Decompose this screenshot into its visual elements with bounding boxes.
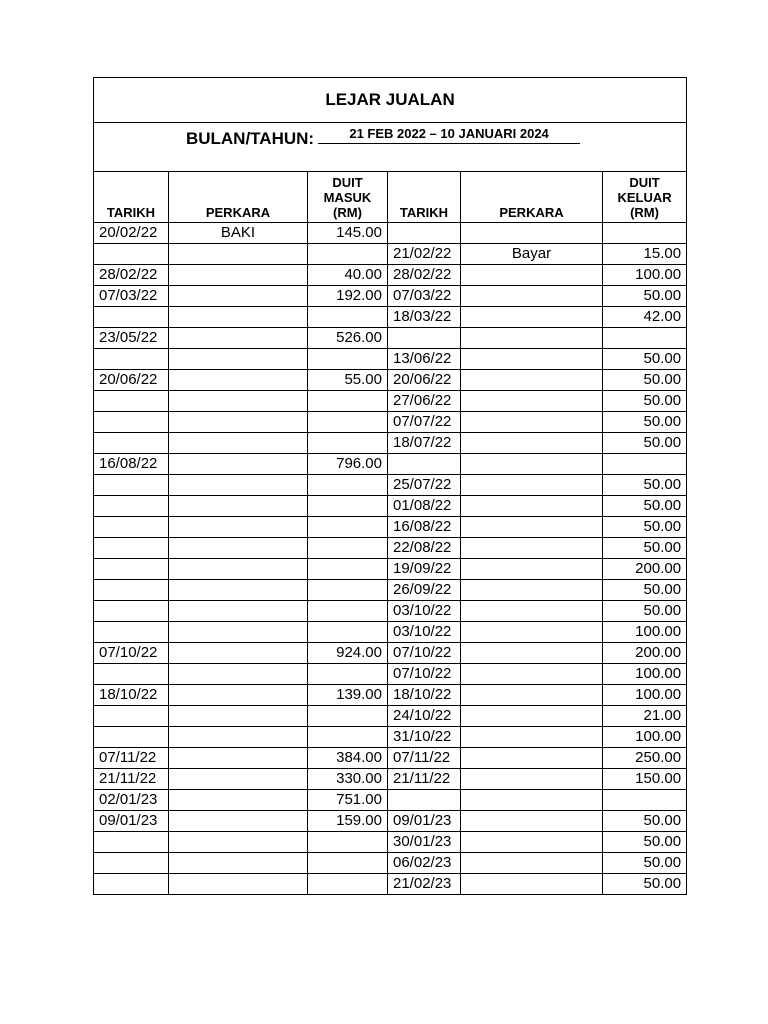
out-date-cell: 06/02/23 (388, 853, 461, 874)
period-value: 21 FEB 2022 – 10 JANUARI 2024 (318, 127, 580, 144)
table-row (94, 307, 687, 328)
page-title: LEJAR JUALAN (94, 78, 687, 123)
table-row (94, 685, 687, 706)
header-out-amount: DUIT KELUAR (RM) (603, 172, 687, 223)
out-amount-cell: 50.00 (603, 580, 687, 601)
in-amount-cell: 145.00 (308, 223, 388, 244)
table-row (94, 223, 687, 244)
in-item-cell (169, 454, 308, 475)
in-amount-cell (308, 391, 388, 412)
table-row (94, 265, 687, 286)
table-row (94, 811, 687, 832)
out-amount-cell: 200.00 (603, 643, 687, 664)
in-date-cell: 20/02/22 (94, 223, 169, 244)
out-amount-cell: 250.00 (603, 748, 687, 769)
in-item-cell (169, 328, 308, 349)
out-amount-cell: 100.00 (603, 622, 687, 643)
out-date-cell: 31/10/22 (388, 727, 461, 748)
in-amount-cell (308, 832, 388, 853)
in-date-cell (94, 853, 169, 874)
out-item-cell (461, 265, 603, 286)
out-date-cell: 21/02/23 (388, 874, 461, 895)
in-item-cell (169, 349, 308, 370)
out-item-cell (461, 412, 603, 433)
table-row (94, 538, 687, 559)
in-amount-cell: 526.00 (308, 328, 388, 349)
in-item-cell (169, 685, 308, 706)
out-item-cell (461, 223, 603, 244)
in-item-cell (169, 433, 308, 454)
in-item-cell (169, 307, 308, 328)
in-date-cell: 20/06/22 (94, 370, 169, 391)
in-amount-cell (308, 244, 388, 265)
out-date-cell (388, 328, 461, 349)
out-item-cell (461, 580, 603, 601)
header-in-amount: DUIT MASUK (RM) (308, 172, 388, 223)
in-item-cell (169, 496, 308, 517)
in-amount-cell (308, 580, 388, 601)
out-amount-cell: 200.00 (603, 559, 687, 580)
table-row (94, 664, 687, 685)
out-date-cell: 07/07/22 (388, 412, 461, 433)
out-item-cell (461, 874, 603, 895)
out-date-cell: 07/10/22 (388, 643, 461, 664)
out-item-cell (461, 307, 603, 328)
in-item-cell (169, 622, 308, 643)
in-date-cell (94, 349, 169, 370)
out-amount-cell: 50.00 (603, 517, 687, 538)
table-row (94, 874, 687, 895)
in-item-cell (169, 475, 308, 496)
table-row (94, 475, 687, 496)
out-amount-cell (603, 328, 687, 349)
table-row (94, 412, 687, 433)
table-row (94, 706, 687, 727)
in-date-cell: 23/05/22 (94, 328, 169, 349)
ledger-body (94, 78, 687, 895)
out-item-cell (461, 622, 603, 643)
in-item-cell (169, 790, 308, 811)
in-item-cell (169, 538, 308, 559)
out-date-cell: 07/11/22 (388, 748, 461, 769)
sales-ledger-table (93, 77, 687, 895)
out-date-cell: 27/06/22 (388, 391, 461, 412)
out-item-cell (461, 496, 603, 517)
in-item-cell (169, 643, 308, 664)
table-row (94, 727, 687, 748)
in-date-cell (94, 517, 169, 538)
in-amount-cell: 139.00 (308, 685, 388, 706)
out-date-cell: 25/07/22 (388, 475, 461, 496)
out-amount-cell: 50.00 (603, 853, 687, 874)
out-date-cell: 13/06/22 (388, 349, 461, 370)
title-row (94, 78, 687, 123)
table-row (94, 622, 687, 643)
in-item-cell (169, 727, 308, 748)
out-amount-cell: 50.00 (603, 832, 687, 853)
out-date-cell: 01/08/22 (388, 496, 461, 517)
out-item-cell (461, 853, 603, 874)
out-date-cell: 03/10/22 (388, 622, 461, 643)
table-row (94, 370, 687, 391)
out-item-cell (461, 601, 603, 622)
in-amount-cell: 796.00 (308, 454, 388, 475)
in-item-cell (169, 853, 308, 874)
out-item-cell (461, 517, 603, 538)
out-item-cell (461, 748, 603, 769)
out-item-cell (461, 664, 603, 685)
out-date-cell: 18/07/22 (388, 433, 461, 454)
out-amount-cell: 50.00 (603, 412, 687, 433)
out-amount-cell: 150.00 (603, 769, 687, 790)
out-item-cell (461, 538, 603, 559)
table-row (94, 433, 687, 454)
in-amount-cell (308, 412, 388, 433)
out-date-cell: 28/02/22 (388, 265, 461, 286)
in-item-cell (169, 286, 308, 307)
in-amount-cell: 40.00 (308, 265, 388, 286)
in-item-cell (169, 874, 308, 895)
out-date-cell (388, 790, 461, 811)
in-date-cell (94, 874, 169, 895)
in-amount-cell: 924.00 (308, 643, 388, 664)
in-item-cell (169, 412, 308, 433)
in-date-cell (94, 475, 169, 496)
out-amount-cell: 50.00 (603, 349, 687, 370)
in-amount-cell (308, 433, 388, 454)
out-date-cell: 26/09/22 (388, 580, 461, 601)
period-label: BULAN/TAHUN: (185, 129, 315, 148)
in-date-cell (94, 601, 169, 622)
table-row (94, 748, 687, 769)
in-amount-cell (308, 559, 388, 580)
out-amount-cell: 50.00 (603, 496, 687, 517)
in-amount-cell (308, 601, 388, 622)
out-item-cell (461, 475, 603, 496)
in-item-cell (169, 748, 308, 769)
in-item-cell (169, 811, 308, 832)
in-amount-cell (308, 622, 388, 643)
in-date-cell: 07/11/22 (94, 748, 169, 769)
out-amount-cell: 50.00 (603, 475, 687, 496)
out-amount-cell: 50.00 (603, 433, 687, 454)
in-amount-cell: 192.00 (308, 286, 388, 307)
in-date-cell (94, 496, 169, 517)
out-item-cell (461, 370, 603, 391)
table-row (94, 328, 687, 349)
out-amount-cell: 21.00 (603, 706, 687, 727)
out-amount-cell (603, 454, 687, 475)
out-amount-cell: 50.00 (603, 874, 687, 895)
out-item-cell (461, 328, 603, 349)
out-date-cell (388, 454, 461, 475)
out-date-cell: 19/09/22 (388, 559, 461, 580)
out-amount-cell: 50.00 (603, 286, 687, 307)
in-date-cell (94, 664, 169, 685)
in-amount-cell: 55.00 (308, 370, 388, 391)
out-amount-cell: 15.00 (603, 244, 687, 265)
in-amount-cell (308, 307, 388, 328)
out-amount-cell: 50.00 (603, 391, 687, 412)
header-out-item: PERKARA (461, 172, 603, 223)
out-date-cell: 20/06/22 (388, 370, 461, 391)
table-row (94, 853, 687, 874)
out-item-cell (461, 349, 603, 370)
table-row (94, 496, 687, 517)
out-date-cell: 07/03/22 (388, 286, 461, 307)
out-item-cell (461, 811, 603, 832)
out-date-cell: 18/10/22 (388, 685, 461, 706)
out-date-cell: 03/10/22 (388, 601, 461, 622)
table-row (94, 559, 687, 580)
in-item-cell (169, 265, 308, 286)
out-item-cell (461, 433, 603, 454)
period-cell (94, 123, 687, 172)
in-item-cell (169, 832, 308, 853)
out-item-cell (461, 454, 603, 475)
out-amount-cell: 50.00 (603, 370, 687, 391)
out-item-cell (461, 286, 603, 307)
table-row (94, 643, 687, 664)
table-row (94, 391, 687, 412)
in-item-cell (169, 580, 308, 601)
in-item-cell (169, 706, 308, 727)
in-amount-cell: 330.00 (308, 769, 388, 790)
out-date-cell: 30/01/23 (388, 832, 461, 853)
in-amount-cell (308, 853, 388, 874)
in-amount-cell: 159.00 (308, 811, 388, 832)
out-item-cell (461, 790, 603, 811)
table-row (94, 454, 687, 475)
out-amount-cell: 50.00 (603, 811, 687, 832)
out-date-cell: 07/10/22 (388, 664, 461, 685)
in-date-cell (94, 706, 169, 727)
out-item-cell (461, 559, 603, 580)
in-date-cell (94, 727, 169, 748)
in-item-cell (169, 559, 308, 580)
in-date-cell: 07/10/22 (94, 643, 169, 664)
table-row (94, 832, 687, 853)
header-out-date: TARIKH (388, 172, 461, 223)
in-item-cell (169, 391, 308, 412)
in-date-cell (94, 307, 169, 328)
out-amount-cell: 50.00 (603, 601, 687, 622)
in-item-cell (169, 664, 308, 685)
out-amount-cell: 100.00 (603, 727, 687, 748)
table-row (94, 244, 687, 265)
header-in-item: PERKARA (169, 172, 308, 223)
table-row (94, 349, 687, 370)
out-date-cell: 22/08/22 (388, 538, 461, 559)
in-item-cell (169, 769, 308, 790)
out-amount-cell (603, 223, 687, 244)
out-item-cell: Bayar (461, 244, 603, 265)
out-date-cell (388, 223, 461, 244)
in-amount-cell (308, 496, 388, 517)
out-item-cell (461, 391, 603, 412)
out-amount-cell: 100.00 (603, 664, 687, 685)
in-date-cell (94, 559, 169, 580)
out-amount-cell: 42.00 (603, 307, 687, 328)
in-item-cell (169, 370, 308, 391)
in-amount-cell (308, 706, 388, 727)
period-row (94, 123, 687, 172)
out-item-cell (461, 769, 603, 790)
out-item-cell (461, 706, 603, 727)
in-date-cell: 18/10/22 (94, 685, 169, 706)
in-amount-cell (308, 349, 388, 370)
in-amount-cell (308, 475, 388, 496)
out-amount-cell: 100.00 (603, 685, 687, 706)
in-amount-cell (308, 874, 388, 895)
out-date-cell: 09/01/23 (388, 811, 461, 832)
in-date-cell (94, 391, 169, 412)
in-item-cell (169, 517, 308, 538)
column-header-row (94, 172, 687, 223)
in-item-cell: BAKI (169, 223, 308, 244)
header-in-date: TARIKH (94, 172, 169, 223)
table-row (94, 769, 687, 790)
in-date-cell (94, 412, 169, 433)
in-date-cell: 16/08/22 (94, 454, 169, 475)
table-row (94, 601, 687, 622)
out-amount-cell: 100.00 (603, 265, 687, 286)
in-date-cell (94, 832, 169, 853)
out-date-cell: 24/10/22 (388, 706, 461, 727)
out-date-cell: 21/02/22 (388, 244, 461, 265)
out-date-cell: 18/03/22 (388, 307, 461, 328)
out-amount-cell (603, 790, 687, 811)
in-amount-cell: 384.00 (308, 748, 388, 769)
table-row (94, 580, 687, 601)
in-date-cell (94, 244, 169, 265)
in-amount-cell (308, 538, 388, 559)
in-date-cell (94, 622, 169, 643)
in-amount-cell (308, 727, 388, 748)
out-amount-cell: 50.00 (603, 538, 687, 559)
out-date-cell: 16/08/22 (388, 517, 461, 538)
in-date-cell: 28/02/22 (94, 265, 169, 286)
table-row (94, 790, 687, 811)
in-date-cell: 02/01/23 (94, 790, 169, 811)
in-item-cell (169, 601, 308, 622)
period-line (94, 127, 682, 149)
table-row (94, 286, 687, 307)
in-amount-cell (308, 664, 388, 685)
table-row (94, 517, 687, 538)
in-date-cell: 21/11/22 (94, 769, 169, 790)
out-date-cell: 21/11/22 (388, 769, 461, 790)
in-item-cell (169, 244, 308, 265)
in-date-cell (94, 580, 169, 601)
out-item-cell (461, 643, 603, 664)
out-item-cell (461, 685, 603, 706)
in-date-cell: 09/01/23 (94, 811, 169, 832)
in-date-cell: 07/03/22 (94, 286, 169, 307)
in-amount-cell: 751.00 (308, 790, 388, 811)
out-item-cell (461, 832, 603, 853)
in-date-cell (94, 433, 169, 454)
in-amount-cell (308, 517, 388, 538)
out-item-cell (461, 727, 603, 748)
in-date-cell (94, 538, 169, 559)
